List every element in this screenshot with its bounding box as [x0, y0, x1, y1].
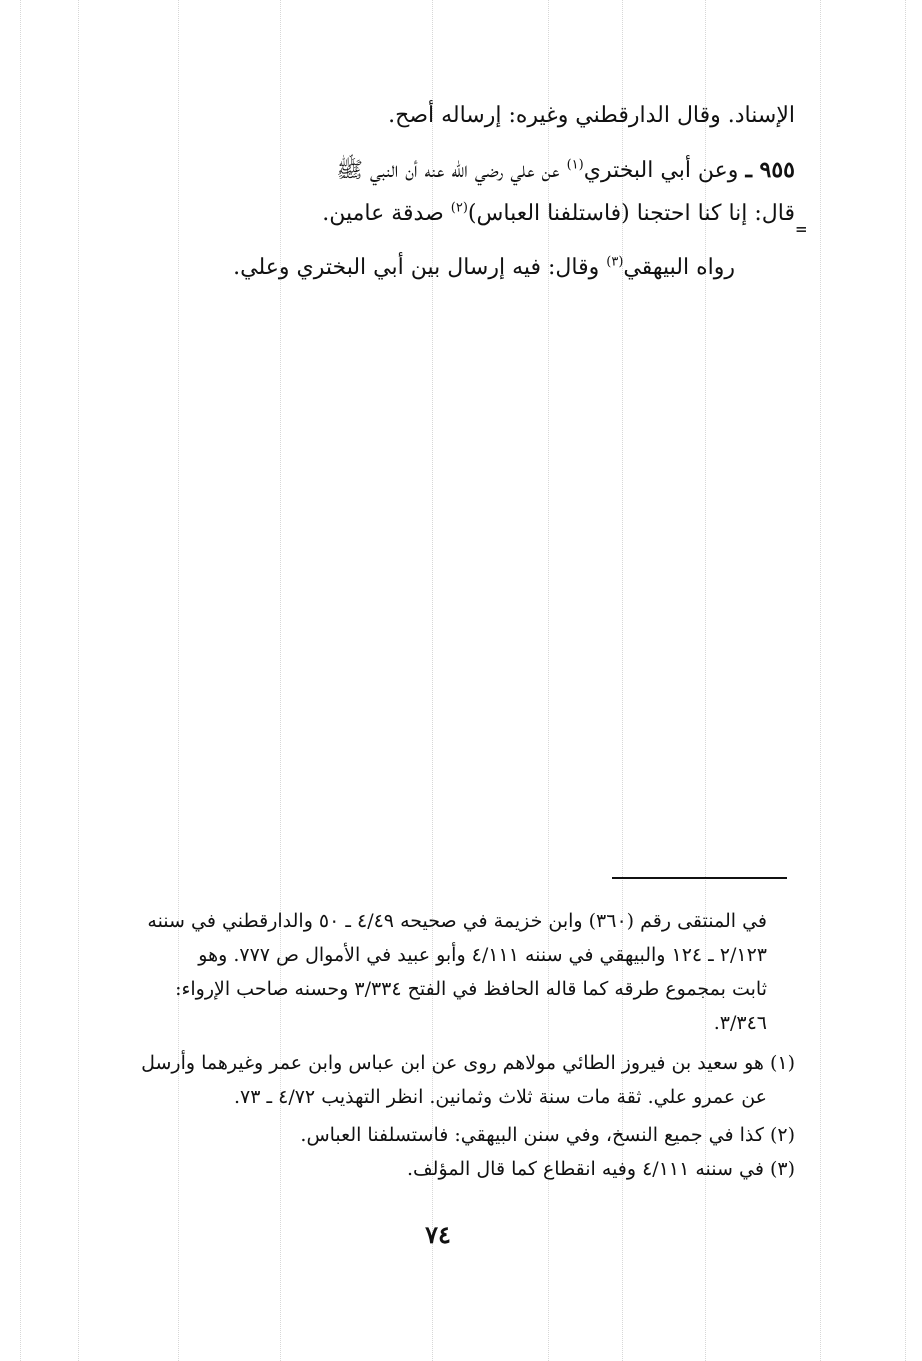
footnote-continuation-line: ثابت بمجموع طرقه كما قاله الحافظ في الفتح ٣/٣٣٤ وحسنه صاحب الإرواء: [175, 978, 767, 1000]
margin-guide [820, 0, 821, 1361]
footnote-1: (١) هو سعيد بن فيروز الطائي مولاهم روى عن ابن عباس وابن عمر وغيرهما وأرسل [141, 1052, 795, 1074]
hadith-line-3 [233, 254, 735, 283]
hadith-text: عن علي رضي الله عنه أن النبي ﷺ [336, 158, 560, 183]
footnote-marker-2: (٢) [450, 200, 468, 216]
margin-guide [78, 0, 79, 1361]
page-number: ٧٤ [425, 1220, 451, 1249]
top-line: الإسناد. وقال الدارقطني وغيره: إرساله أصح. [388, 103, 795, 128]
footnote-1-continuation: عن عمرو علي. ثقة مات سنة ثلاث وثمانين. انظر التهذيب ٤/٧٢ ـ ٧٣. [234, 1086, 767, 1108]
book-page [80, 90, 808, 1290]
footnote-2: (٢) كذا في جميع النسخ، وفي سنن البيهقي: فاستسلفنا العباس. [300, 1124, 795, 1146]
hadith-text: وعن أبي البختري [583, 158, 739, 183]
hadith-text: رواه البيهقي [623, 255, 735, 280]
footnote-marker-1: (١) [566, 157, 584, 173]
footnote-3: (٣) في سننه ٤/١١١ وفيه انقطاع كما قال المؤلف. [406, 1158, 795, 1180]
footnote-continuation-line: في المنتقى رقم (٣٦٠) وابن خزيمة في صحيحه ٤/٤٩ ـ ٥٠ والدارقطني في سننه [147, 910, 767, 932]
margin-guide-right [905, 0, 906, 1361]
hadith-text: وقال: فيه إرسال بين أبي البختري وعلي. [233, 255, 600, 280]
hadith-text: صدقة عامين. [322, 201, 444, 226]
footnote-marker-3: (٣) [606, 254, 624, 270]
footnote-continuation-line: ٢/١٢٣ ـ ١٢٤ والبيهقي في سننه ٤/١١١ وأبو عبيد في الأموال ص ٧٧٧. وهو [198, 944, 767, 966]
hadith-text: قال: إنا كنا احتجنا (فاستلفنا العباس) [467, 201, 795, 226]
footnote-continuation-line: ٣/٣٤٦. [713, 1012, 767, 1034]
footnote-separator [612, 877, 787, 879]
hadith-line-1 [336, 156, 795, 186]
hadith-number: ٩٥٥ ـ [745, 157, 795, 183]
margin-guide-left [20, 0, 21, 1361]
continuation-mark: = [795, 220, 808, 238]
hadith-line-2 [322, 200, 795, 229]
